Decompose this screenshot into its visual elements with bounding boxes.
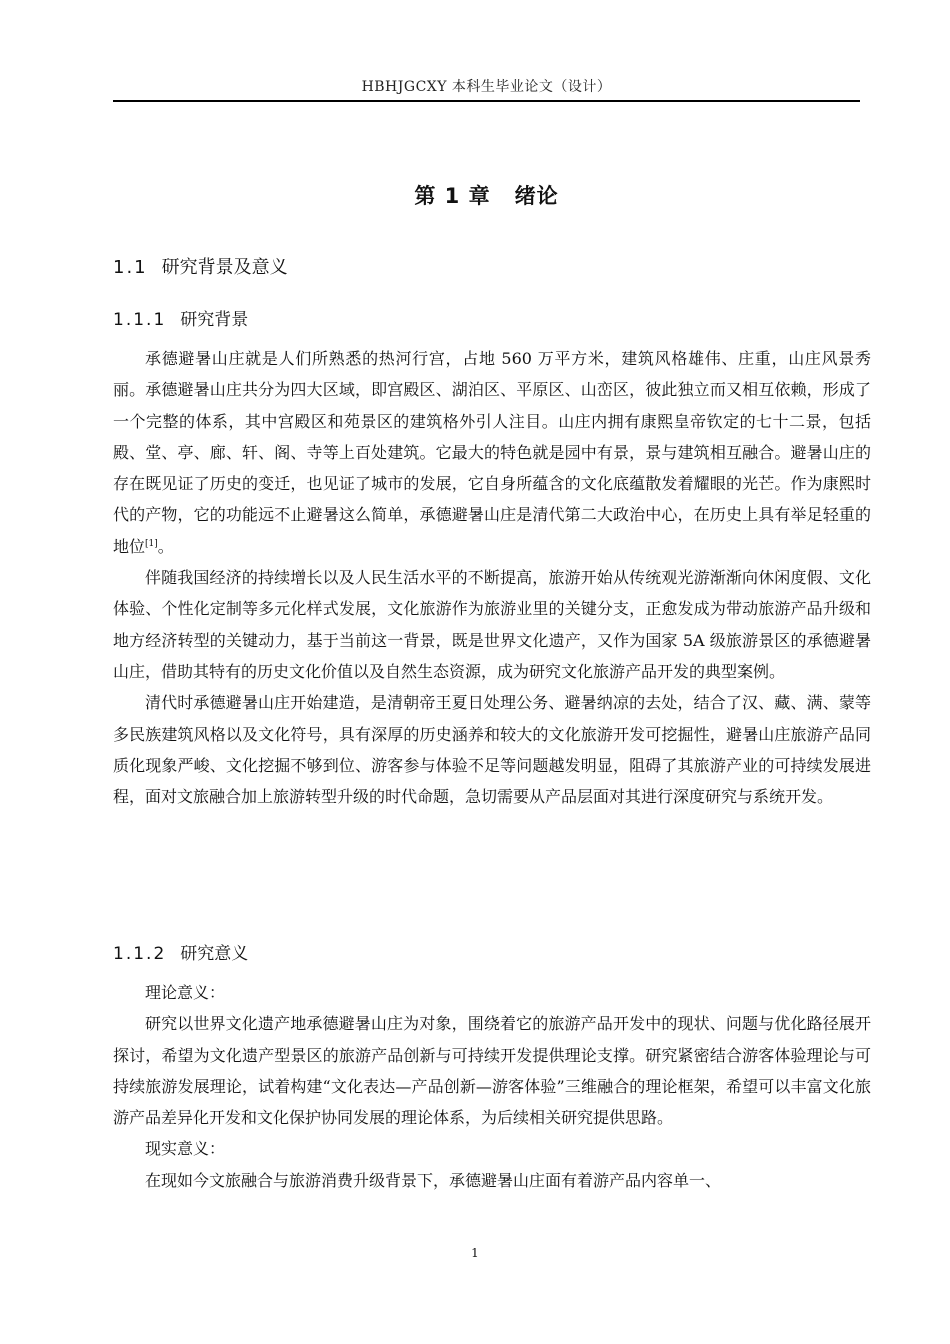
page-number: 1 — [471, 1246, 479, 1260]
subsection-number: 1.1.2 — [113, 944, 167, 964]
paragraph: 伴随我国经济的持续增长以及人民生活水平的不断提高，旅游开始从传统观光游渐渐向休闲度假、文化体验、个性化定制等多元化样式发展，文化旅游作为旅游业里的关键分支，正愈发成为带动旅游产品升级和地方经济转型的关键动力，基于当前这一背景，既是世界文化遗产，又作为国家 5A 级旅游景区的承德避暑山庄，借助其特有的历史文化价值以及自然生态资源，成为研究文化旅游产品开发的典型案例。 — [113, 568, 871, 681]
subsection-heading-significance — [113, 939, 248, 964]
subsection-title: 研究背景 — [180, 310, 249, 330]
running-header: HBHJGCXY 本科生毕业论文（设计） — [361, 79, 612, 95]
paragraph — [113, 343, 871, 562]
paragraph-end: 。 — [157, 536, 174, 556]
subsection-number: 1.1.1 — [113, 310, 167, 330]
section-title: 研究背景及意义 — [161, 257, 288, 278]
header-divider — [113, 100, 860, 102]
paragraph: 在现如今文旅融合与旅游消费升级背景下，承德避暑山庄面有着游产品内容单一、 — [145, 1170, 722, 1190]
chapter-name: 绪论 — [514, 184, 559, 208]
background-body — [113, 343, 871, 812]
chapter-title — [113, 180, 860, 210]
subsection-title: 研究意义 — [180, 944, 249, 964]
significance-body — [113, 977, 871, 1196]
paragraph: 清代时承德避暑山庄开始建造，是清朝帝王夏日处理公务、避暑纳凉的去处，结合了汉、藏、满、蒙等多民族建筑风格以及文化符号，具有深厚的历史涵养和较大的文化旅游开发可挖掘性，避暑山庄旅游产品同质化现象严峻、文化挖掘不够到位、游客参与体验不足等问题越发明显，阻碍了其旅游产业的可持续发展进程，面对文旅融合加上旅游转型升级的时代命题，急切需要从产品层面对其进行深度研究与系统开发。 — [113, 693, 871, 807]
paragraph-text: 承德避暑山庄就是人们所熟悉的热河行宫，占地 560 万平方米，建筑风格雄伟、庄重，山庄风景秀丽。承德避暑山庄共分为四大区域，即宫殿区、湖泊区、平原区、山峦区，彼此独立而又相互依赖，形成了一个完整的体系，其中宫殿区和苑景区的建筑格外引人注目。山庄内拥有康熙皇帝钦定的七十二景，包括殿、堂、亭、廊、轩、阁、寺等上百处建筑。它最大的特色就是园中有景，景与建筑相互融合。避暑山庄的存在既见证了历史的变迁，也见证了城市的发展，它自身所蕴含的文化底蕴散发着耀眼的光芒。作为康熙时代的产物，它的功能远不止避暑这么简单，承德避暑山庄是清代第二大政治中心，在历史上具有举足轻重的地位 — [113, 349, 871, 556]
subsection-heading-background — [113, 305, 248, 330]
paragraph: 研究以世界文化遗产地承德避暑山庄为对象，围绕着它的旅游产品开发中的现状、问题与优化路径展开探讨，希望为文化遗产型景区的旅游产品创新与可持续开发提供理论支撑。研究紧密结合游客体验理论与可持续旅游发展理论，试着构建“文化表达—产品创新—游客体验”三维融合的理论框架，希望可以丰富文化旅游产品差异化开发和文化保护协同发展的理论体系，为后续相关研究提供思路。 — [113, 1014, 871, 1128]
theory-label: 理论意义： — [145, 983, 226, 1002]
section-heading — [113, 253, 288, 279]
practice-label: 现实意义： — [145, 1139, 226, 1159]
section-number: 1.1 — [113, 257, 148, 278]
citation-ref[interactable]: [1] — [145, 538, 158, 549]
chapter-number: 第 1 章 — [414, 184, 491, 208]
